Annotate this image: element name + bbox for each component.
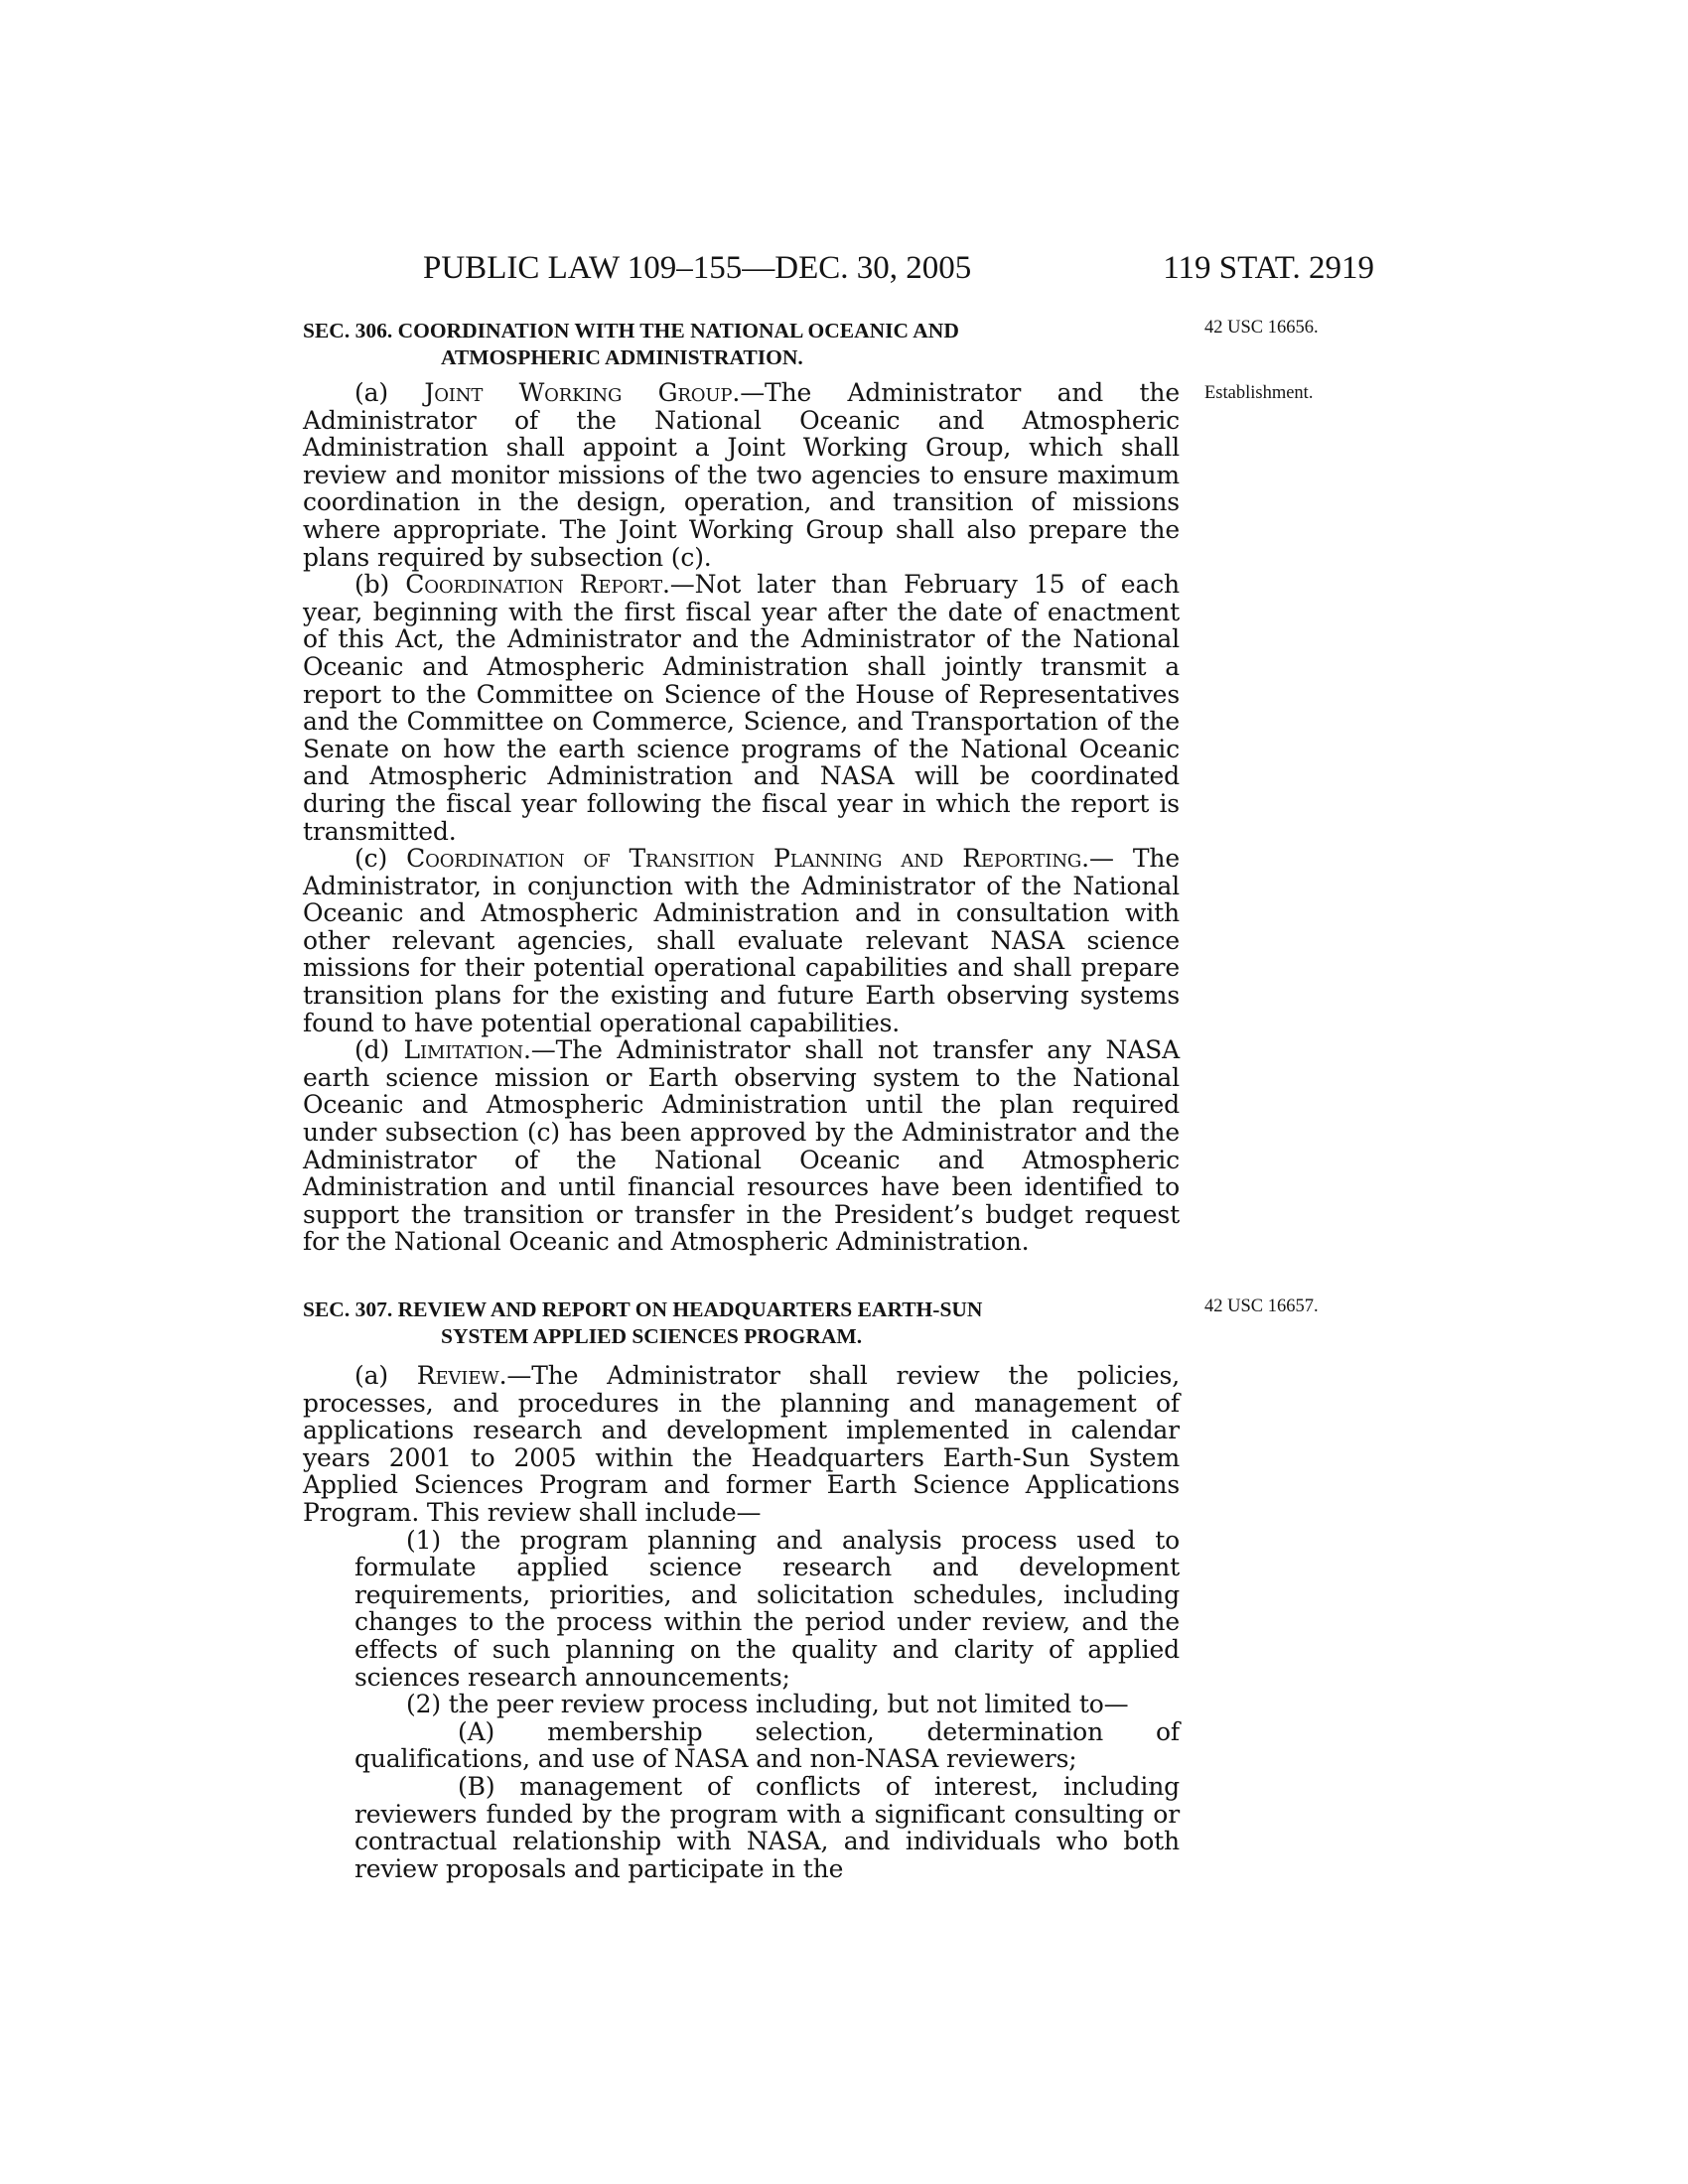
- subsection-a-review: [303, 1362, 1180, 1527]
- subsection-caption: Review: [416, 1361, 499, 1390]
- subsection-text: .—The Administrator shall not transfer any NASA earth science mission or Earth observing system to the National Oceanic and Atmospheric Administration until the plan required under subsection (c) has been approved by the Administrator and the Administrator of the National Oceanic and Atmospheric Administration and until financial resources have been identified to support the transition or transfer in the President’s budget request for the National Oceanic and Atmospheric Administration.: [303, 1035, 1180, 1257]
- subsection-caption: Coordination of Transition Planning and Reporting: [406, 844, 1082, 874]
- subsection-label: (a): [354, 1361, 417, 1390]
- subsection-text: .—Not later than February 15 of each year, beginning with the first fiscal year after the date of enactment of this Act, the Administrator and the Administrator of the National Oceanic and Atmospheric Administration shall jointly transmit a report to the Committee on Science of the House of Representatives and the Committee on Commerce, Science, and Transportation of the Senate on how the earth science programs of the National Oceanic and Atmospheric Administration and NASA will be coordinated during the fiscal year following the fiscal year in which the report is transmitted.: [303, 570, 1181, 846]
- subsection-b-coordination-report: [303, 571, 1180, 845]
- section-306-heading: [303, 318, 1180, 371]
- subsection-text: .—The Administrator shall review the policies, processes, and procedures in the planning and management of applications research and development implemented in calendar years 2001 to 2005 within the Headquarters Earth-Sun System Applied Sciences Program and former Earth Science Applications Program. This review shall include—: [303, 1361, 1180, 1527]
- section-307-heading-line1: SEC. 307. REVIEW AND REPORT ON HEADQUARTERS EARTH-SUN: [303, 1297, 983, 1321]
- subsection-text: .—The Administrator and the Administrator of the National Oceanic and Atmospheric Administration shall appoint a Joint Working Group, which shall review and monitor missions of the two agencies to ensure maximum coordination in the design, operation, and transition of missions where appropriate. The Joint Working Group shall also prepare the plans required by subsection (c).: [303, 378, 1180, 572]
- subsection-caption: Joint Working Group: [424, 378, 733, 407]
- section-306-heading-line2: ATMOSPHERIC ADMINISTRATION.: [441, 345, 803, 369]
- subsection-label: (a): [354, 378, 425, 407]
- subsection-a-joint-working-group: [303, 379, 1180, 571]
- subparagraph-b-conflicts: (B) management of conflicts of interest, including reviewers funded by the program with a significant consulting or contractual relationship with NASA, and individuals who both review proposals and participate in the: [354, 1771, 1180, 1883]
- section-307-heading: [303, 1297, 1180, 1350]
- subsection-label: (d): [354, 1035, 404, 1065]
- statute-page-number: 119 STAT. 2919: [1163, 250, 1374, 286]
- subsection-caption: Coordination Report: [405, 570, 662, 600]
- subparagraph-a-membership: (A) membership selection, determination of qualifications, and use of NASA and non-NASA reviewers;: [354, 1716, 1180, 1774]
- subsection-caption: Limitation: [403, 1035, 523, 1065]
- page-header: [423, 250, 1374, 296]
- section-306-heading-line1: SEC. 306. COORDINATION WITH THE NATIONAL OCEANIC AND: [303, 319, 959, 342]
- margin-note-establishment: Establishment.: [1204, 383, 1314, 403]
- running-head-title: PUBLIC LAW 109–155—DEC. 30, 2005: [423, 250, 972, 286]
- subsection-label: (c): [354, 844, 407, 874]
- section-306: [303, 318, 1180, 1256]
- subsection-text: .— The Administrator, in conjunction with the Administrator of the National Oceanic and Atmospheric Administration and in consultation with other relevant agencies, shall evaluate relevant NASA science missions for their potential operational capabilities and shall prepare transition plans for the existing and future Earth observing systems found to have potential operational capabilities.: [303, 844, 1180, 1037]
- subsection-label: (b): [354, 570, 406, 600]
- margin-note-usc-16656: 42 USC 16656.: [1204, 318, 1319, 338]
- section-307-heading-line2: SYSTEM APPLIED SCIENCES PROGRAM.: [441, 1324, 863, 1348]
- section-307: [303, 1297, 1180, 1882]
- paragraph-2-peer-review: (2) the peer review process including, but not limited to—: [406, 1690, 1129, 1719]
- subsection-d-limitation: [303, 1036, 1180, 1256]
- paragraph-1-program-planning: (1) the program planning and analysis process used to formulate applied science research and development requirements, priorities, and solicitation schedules, including changes to the process within the period under review, and the effects of such planning on the quality and clarity of applied sciences research announcements;: [354, 1525, 1180, 1692]
- subsection-c-transition-planning: [303, 845, 1180, 1036]
- margin-note-usc-16657: 42 USC 16657.: [1204, 1297, 1319, 1316]
